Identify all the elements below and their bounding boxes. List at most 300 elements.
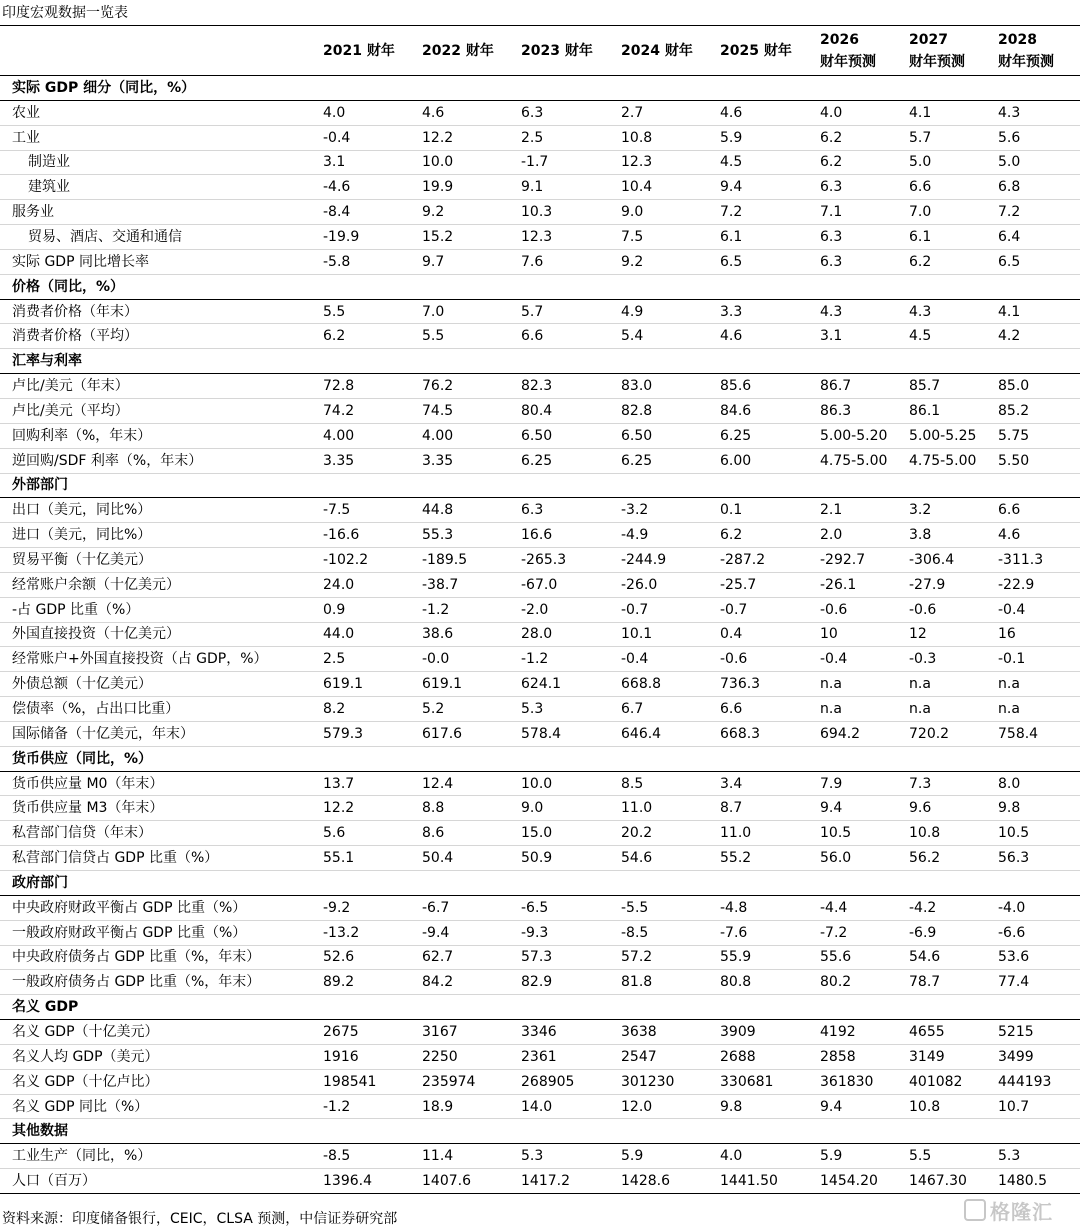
value-cell: -7.2 xyxy=(809,920,898,945)
value-cell: -9.2 xyxy=(312,895,411,920)
value-cell: 76.2 xyxy=(411,374,510,399)
value-cell: 12.2 xyxy=(411,125,510,150)
value-cell: 3.8 xyxy=(898,523,987,548)
value-cell: 10.8 xyxy=(610,125,709,150)
value-cell: 12.2 xyxy=(312,796,411,821)
table-row xyxy=(0,374,1080,399)
value-cell: 5215 xyxy=(987,1020,1080,1045)
section-header-row xyxy=(0,76,1080,101)
section-header-row xyxy=(0,871,1080,896)
value-cell: 6.2 xyxy=(312,324,411,349)
value-cell: -26.0 xyxy=(610,572,709,597)
value-cell: 74.5 xyxy=(411,398,510,423)
source-note: 资料来源：印度储备银行，CEIC，CLSA 预测，中信证券研究部 xyxy=(2,1211,398,1227)
value-cell: 4.5 xyxy=(898,324,987,349)
value-cell: 10.7 xyxy=(987,1094,1080,1119)
value-cell: 10.5 xyxy=(809,821,898,846)
value-cell: 5.50 xyxy=(987,448,1080,473)
value-cell: 7.1 xyxy=(809,200,898,225)
value-cell: -0.4 xyxy=(610,647,709,672)
header-col-2026: 2026 财年预测 xyxy=(809,26,898,76)
value-cell: 28.0 xyxy=(510,622,610,647)
value-cell: 55.2 xyxy=(709,846,809,871)
value-cell: -0.6 xyxy=(809,597,898,622)
value-cell: 198541 xyxy=(312,1069,411,1094)
value-cell: -8.5 xyxy=(312,1144,411,1169)
value-cell: 2.1 xyxy=(809,498,898,523)
row-label: 进口（美元，同比%） xyxy=(0,523,312,548)
value-cell: n.a xyxy=(987,672,1080,697)
row-label: 建筑业 xyxy=(0,175,312,200)
value-cell: 6.1 xyxy=(898,225,987,250)
value-cell: 38.6 xyxy=(411,622,510,647)
row-label: 卢比/美元（平均） xyxy=(0,398,312,423)
value-cell: 8.2 xyxy=(312,697,411,722)
value-cell: 9.8 xyxy=(709,1094,809,1119)
value-cell: 15.0 xyxy=(510,821,610,846)
value-cell: 3499 xyxy=(987,1044,1080,1069)
value-cell: 361830 xyxy=(809,1069,898,1094)
value-cell: -19.9 xyxy=(312,225,411,250)
value-cell: 15.2 xyxy=(411,225,510,250)
value-cell: 6.2 xyxy=(898,249,987,274)
table-row xyxy=(0,622,1080,647)
value-cell: 6.7 xyxy=(610,697,709,722)
value-cell: 6.4 xyxy=(987,225,1080,250)
value-cell: 74.2 xyxy=(312,398,411,423)
value-cell: 18.9 xyxy=(411,1094,510,1119)
value-cell: 4.6 xyxy=(411,100,510,125)
value-cell: 50.4 xyxy=(411,846,510,871)
value-cell: 5.9 xyxy=(610,1144,709,1169)
value-cell: 89.2 xyxy=(312,970,411,995)
value-cell: 619.1 xyxy=(312,672,411,697)
value-cell: 57.3 xyxy=(510,945,610,970)
value-cell: 3.2 xyxy=(898,498,987,523)
value-cell: 16 xyxy=(987,622,1080,647)
value-cell: 6.25 xyxy=(610,448,709,473)
value-cell: 401082 xyxy=(898,1069,987,1094)
value-cell: 3909 xyxy=(709,1020,809,1045)
section-header-row xyxy=(0,746,1080,771)
value-cell: 56.0 xyxy=(809,846,898,871)
value-cell: 6.3 xyxy=(510,498,610,523)
table-row xyxy=(0,150,1080,175)
row-label: 外国直接投资（十亿美元） xyxy=(0,622,312,647)
value-cell: 82.9 xyxy=(510,970,610,995)
value-cell: 4.6 xyxy=(987,523,1080,548)
value-cell: 617.6 xyxy=(411,721,510,746)
value-cell: 694.2 xyxy=(809,721,898,746)
value-cell: 4.2 xyxy=(987,324,1080,349)
value-cell: -38.7 xyxy=(411,572,510,597)
watermark-text: 格隆汇 xyxy=(990,1199,1053,1224)
value-cell: 3.1 xyxy=(312,150,411,175)
table-row xyxy=(0,572,1080,597)
section-title: 货币供应（同比，%） xyxy=(0,746,1080,771)
value-cell: 7.6 xyxy=(510,249,610,274)
header-col-2025: 2025 财年 xyxy=(709,26,809,76)
section-title: 其他数据 xyxy=(0,1119,1080,1144)
value-cell: -4.4 xyxy=(809,895,898,920)
value-cell: 12 xyxy=(898,622,987,647)
value-cell: 720.2 xyxy=(898,721,987,746)
section-header-row xyxy=(0,274,1080,299)
value-cell: -7.6 xyxy=(709,920,809,945)
value-cell: 7.3 xyxy=(898,771,987,796)
value-cell: 4.75-5.00 xyxy=(898,448,987,473)
row-label: 人口（百万） xyxy=(0,1169,312,1194)
value-cell: 7.2 xyxy=(987,200,1080,225)
row-label: 货币供应量 M3（年末） xyxy=(0,796,312,821)
value-cell: 8.0 xyxy=(987,771,1080,796)
value-cell: 646.4 xyxy=(610,721,709,746)
value-cell: 4.1 xyxy=(987,299,1080,324)
header-row xyxy=(0,26,1080,76)
value-cell: 5.4 xyxy=(610,324,709,349)
row-label: 名义 GDP（十亿卢比） xyxy=(0,1069,312,1094)
value-cell: 2.7 xyxy=(610,100,709,125)
value-cell: -6.9 xyxy=(898,920,987,945)
value-cell: 7.5 xyxy=(610,225,709,250)
value-cell: -189.5 xyxy=(411,548,510,573)
value-cell: -1.2 xyxy=(411,597,510,622)
value-cell: 5.00-5.25 xyxy=(898,423,987,448)
value-cell: 85.7 xyxy=(898,374,987,399)
value-cell: -13.2 xyxy=(312,920,411,945)
row-label: 中央政府债务占 GDP 比重（%，年末） xyxy=(0,945,312,970)
value-cell: 5.2 xyxy=(411,697,510,722)
value-cell: 56.3 xyxy=(987,846,1080,871)
value-cell: -5.5 xyxy=(610,895,709,920)
row-label: 经常账户余额（十亿美元） xyxy=(0,572,312,597)
value-cell: -0.6 xyxy=(898,597,987,622)
row-label: 名义 GDP（十亿美元） xyxy=(0,1020,312,1045)
table-row xyxy=(0,1144,1080,1169)
value-cell: 736.3 xyxy=(709,672,809,697)
value-cell: 54.6 xyxy=(898,945,987,970)
value-cell: 11.4 xyxy=(411,1144,510,1169)
value-cell: 6.3 xyxy=(809,249,898,274)
table-row xyxy=(0,1094,1080,1119)
value-cell: -16.6 xyxy=(312,523,411,548)
value-cell: 6.2 xyxy=(709,523,809,548)
row-label: 贸易、酒店、交通和通信 xyxy=(0,225,312,250)
value-cell: -0.0 xyxy=(411,647,510,672)
value-cell: -6.6 xyxy=(987,920,1080,945)
value-cell: -102.2 xyxy=(312,548,411,573)
value-cell: 10 xyxy=(809,622,898,647)
value-cell: 62.7 xyxy=(411,945,510,970)
table-row xyxy=(0,448,1080,473)
row-label: 一般政府债务占 GDP 比重（%，年末） xyxy=(0,970,312,995)
value-cell: 2250 xyxy=(411,1044,510,1069)
gelonghui-logo-icon xyxy=(964,1199,986,1221)
value-cell: 4.3 xyxy=(898,299,987,324)
value-cell: 0.1 xyxy=(709,498,809,523)
value-cell: 3.3 xyxy=(709,299,809,324)
table-row xyxy=(0,647,1080,672)
value-cell: 268905 xyxy=(510,1069,610,1094)
value-cell: 5.3 xyxy=(987,1144,1080,1169)
row-label: 经常账户+外国直接投资（占 GDP，%） xyxy=(0,647,312,672)
row-label: 回购利率（%，年末） xyxy=(0,423,312,448)
row-label: 消费者价格（平均） xyxy=(0,324,312,349)
table-row xyxy=(0,1044,1080,1069)
value-cell: 235974 xyxy=(411,1069,510,1094)
value-cell: 5.00-5.20 xyxy=(809,423,898,448)
value-cell: 4.3 xyxy=(809,299,898,324)
value-cell: 5.3 xyxy=(510,1144,610,1169)
row-label: 工业生产（同比，%） xyxy=(0,1144,312,1169)
value-cell: -8.4 xyxy=(312,200,411,225)
row-label: 贸易平衡（十亿美元） xyxy=(0,548,312,573)
value-cell: 9.2 xyxy=(610,249,709,274)
value-cell: 12.3 xyxy=(610,150,709,175)
header-col-2027: 2027 财年预测 xyxy=(898,26,987,76)
value-cell: 3.1 xyxy=(809,324,898,349)
value-cell: 83.0 xyxy=(610,374,709,399)
value-cell: 4.9 xyxy=(610,299,709,324)
table-row xyxy=(0,548,1080,573)
value-cell: 12.4 xyxy=(411,771,510,796)
value-cell: 77.4 xyxy=(987,970,1080,995)
table-row xyxy=(0,175,1080,200)
value-cell: n.a xyxy=(809,672,898,697)
value-cell: -244.9 xyxy=(610,548,709,573)
table-row xyxy=(0,1069,1080,1094)
value-cell: 10.5 xyxy=(987,821,1080,846)
value-cell: -5.8 xyxy=(312,249,411,274)
value-cell: 6.50 xyxy=(510,423,610,448)
value-cell: 84.6 xyxy=(709,398,809,423)
value-cell: 4.00 xyxy=(312,423,411,448)
value-cell: 52.6 xyxy=(312,945,411,970)
value-cell: 80.4 xyxy=(510,398,610,423)
value-cell: 81.8 xyxy=(610,970,709,995)
value-cell: 50.9 xyxy=(510,846,610,871)
value-cell: 624.1 xyxy=(510,672,610,697)
table-row xyxy=(0,249,1080,274)
value-cell: -7.5 xyxy=(312,498,411,523)
table-row xyxy=(0,1169,1080,1194)
value-cell: 3.35 xyxy=(312,448,411,473)
value-cell: 9.0 xyxy=(610,200,709,225)
value-cell: 10.8 xyxy=(898,1094,987,1119)
value-cell: 55.9 xyxy=(709,945,809,970)
table-row xyxy=(0,200,1080,225)
value-cell: -292.7 xyxy=(809,548,898,573)
table-row xyxy=(0,895,1080,920)
value-cell: 7.9 xyxy=(809,771,898,796)
value-cell: 12.3 xyxy=(510,225,610,250)
value-cell: 2547 xyxy=(610,1044,709,1069)
value-cell: 53.6 xyxy=(987,945,1080,970)
value-cell: 2361 xyxy=(510,1044,610,1069)
value-cell: 6.3 xyxy=(809,175,898,200)
row-label: 工业 xyxy=(0,125,312,150)
value-cell: 3346 xyxy=(510,1020,610,1045)
value-cell: 5.6 xyxy=(312,821,411,846)
value-cell: 6.8 xyxy=(987,175,1080,200)
value-cell: 9.4 xyxy=(809,1094,898,1119)
value-cell: 5.7 xyxy=(898,125,987,150)
value-cell: 1916 xyxy=(312,1044,411,1069)
value-cell: 6.5 xyxy=(987,249,1080,274)
value-cell: 57.2 xyxy=(610,945,709,970)
value-cell: -0.1 xyxy=(987,647,1080,672)
row-label: 卢比/美元（年末） xyxy=(0,374,312,399)
value-cell: 86.3 xyxy=(809,398,898,423)
value-cell: 2688 xyxy=(709,1044,809,1069)
row-label: 消费者价格（年末） xyxy=(0,299,312,324)
table-row xyxy=(0,796,1080,821)
value-cell: 5.5 xyxy=(898,1144,987,1169)
table-row xyxy=(0,597,1080,622)
value-cell: 5.5 xyxy=(411,324,510,349)
table-row xyxy=(0,697,1080,722)
value-cell: 4.5 xyxy=(709,150,809,175)
value-cell: 16.6 xyxy=(510,523,610,548)
value-cell: 444193 xyxy=(987,1069,1080,1094)
row-label: 制造业 xyxy=(0,150,312,175)
value-cell: 82.3 xyxy=(510,374,610,399)
value-cell: 619.1 xyxy=(411,672,510,697)
value-cell: 4.75-5.00 xyxy=(809,448,898,473)
value-cell: -1.2 xyxy=(510,647,610,672)
value-cell: 9.0 xyxy=(510,796,610,821)
value-cell: 5.75 xyxy=(987,423,1080,448)
value-cell: 1480.5 xyxy=(987,1169,1080,1194)
value-cell: 6.25 xyxy=(709,423,809,448)
table-row xyxy=(0,1020,1080,1045)
value-cell: 1441.50 xyxy=(709,1169,809,1194)
section-header-row xyxy=(0,995,1080,1020)
value-cell: 6.3 xyxy=(510,100,610,125)
value-cell: 3167 xyxy=(411,1020,510,1045)
value-cell: 1454.20 xyxy=(809,1169,898,1194)
section-title: 汇率与利率 xyxy=(0,349,1080,374)
value-cell: 12.0 xyxy=(610,1094,709,1119)
value-cell: 20.2 xyxy=(610,821,709,846)
value-cell: 3149 xyxy=(898,1044,987,1069)
row-label: 农业 xyxy=(0,100,312,125)
table-row xyxy=(0,423,1080,448)
header-col-2023: 2023 财年 xyxy=(510,26,610,76)
value-cell: 11.0 xyxy=(610,796,709,821)
row-label: 逆回购/SDF 利率（%，年末） xyxy=(0,448,312,473)
section-header-row xyxy=(0,1119,1080,1144)
value-cell: 6.5 xyxy=(709,249,809,274)
value-cell: 85.0 xyxy=(987,374,1080,399)
value-cell: -0.7 xyxy=(610,597,709,622)
value-cell: -0.4 xyxy=(987,597,1080,622)
value-cell: 55.6 xyxy=(809,945,898,970)
value-cell: 5.0 xyxy=(987,150,1080,175)
value-cell: 758.4 xyxy=(987,721,1080,746)
table-row xyxy=(0,225,1080,250)
value-cell: -2.0 xyxy=(510,597,610,622)
value-cell: 72.8 xyxy=(312,374,411,399)
section-header-row xyxy=(0,349,1080,374)
value-cell: 82.8 xyxy=(610,398,709,423)
row-label: 名义 GDP 同比（%） xyxy=(0,1094,312,1119)
value-cell: 4.3 xyxy=(987,100,1080,125)
value-cell: 85.2 xyxy=(987,398,1080,423)
value-cell: 0.9 xyxy=(312,597,411,622)
value-cell: -67.0 xyxy=(510,572,610,597)
value-cell: 1407.6 xyxy=(411,1169,510,1194)
value-cell: -4.2 xyxy=(898,895,987,920)
value-cell: 78.7 xyxy=(898,970,987,995)
value-cell: 9.6 xyxy=(898,796,987,821)
value-cell: 4.0 xyxy=(312,100,411,125)
value-cell: -4.6 xyxy=(312,175,411,200)
value-cell: -6.7 xyxy=(411,895,510,920)
section-title: 政府部门 xyxy=(0,871,1080,896)
value-cell: 6.25 xyxy=(510,448,610,473)
value-cell: -4.9 xyxy=(610,523,709,548)
value-cell: 578.4 xyxy=(510,721,610,746)
page-title: 印度宏观数据一览表 xyxy=(2,5,128,21)
value-cell: 7.0 xyxy=(411,299,510,324)
row-label: 货币供应量 M0（年末） xyxy=(0,771,312,796)
value-cell: 5.0 xyxy=(898,150,987,175)
value-cell: -26.1 xyxy=(809,572,898,597)
value-cell: 8.6 xyxy=(411,821,510,846)
row-label: -占 GDP 比重（%） xyxy=(0,597,312,622)
value-cell: n.a xyxy=(898,672,987,697)
value-cell: -287.2 xyxy=(709,548,809,573)
row-label: 出口（美元，同比%） xyxy=(0,498,312,523)
value-cell: 10.0 xyxy=(510,771,610,796)
value-cell: 1396.4 xyxy=(312,1169,411,1194)
value-cell: 7.2 xyxy=(709,200,809,225)
value-cell: 5.9 xyxy=(709,125,809,150)
value-cell: 6.00 xyxy=(709,448,809,473)
table-row xyxy=(0,324,1080,349)
value-cell: 5.6 xyxy=(987,125,1080,150)
value-cell: 6.6 xyxy=(709,697,809,722)
header-col-2028: 2028 财年预测 xyxy=(987,26,1080,76)
value-cell: 6.6 xyxy=(510,324,610,349)
value-cell: 8.8 xyxy=(411,796,510,821)
value-cell: 13.7 xyxy=(312,771,411,796)
value-cell: -8.5 xyxy=(610,920,709,945)
value-cell: 8.7 xyxy=(709,796,809,821)
value-cell: 301230 xyxy=(610,1069,709,1094)
value-cell: 3.35 xyxy=(411,448,510,473)
value-cell: -265.3 xyxy=(510,548,610,573)
value-cell: 4.00 xyxy=(411,423,510,448)
value-cell: -22.9 xyxy=(987,572,1080,597)
value-cell: 6.6 xyxy=(987,498,1080,523)
table-row xyxy=(0,920,1080,945)
value-cell: 9.4 xyxy=(809,796,898,821)
value-cell: -4.0 xyxy=(987,895,1080,920)
value-cell: 4.0 xyxy=(809,100,898,125)
table-row xyxy=(0,771,1080,796)
value-cell: 5.3 xyxy=(510,697,610,722)
value-cell: n.a xyxy=(987,697,1080,722)
value-cell: 10.3 xyxy=(510,200,610,225)
table-row xyxy=(0,672,1080,697)
table-row xyxy=(0,498,1080,523)
value-cell: 4192 xyxy=(809,1020,898,1045)
value-cell: 4655 xyxy=(898,1020,987,1045)
table-row xyxy=(0,945,1080,970)
value-cell: 9.2 xyxy=(411,200,510,225)
